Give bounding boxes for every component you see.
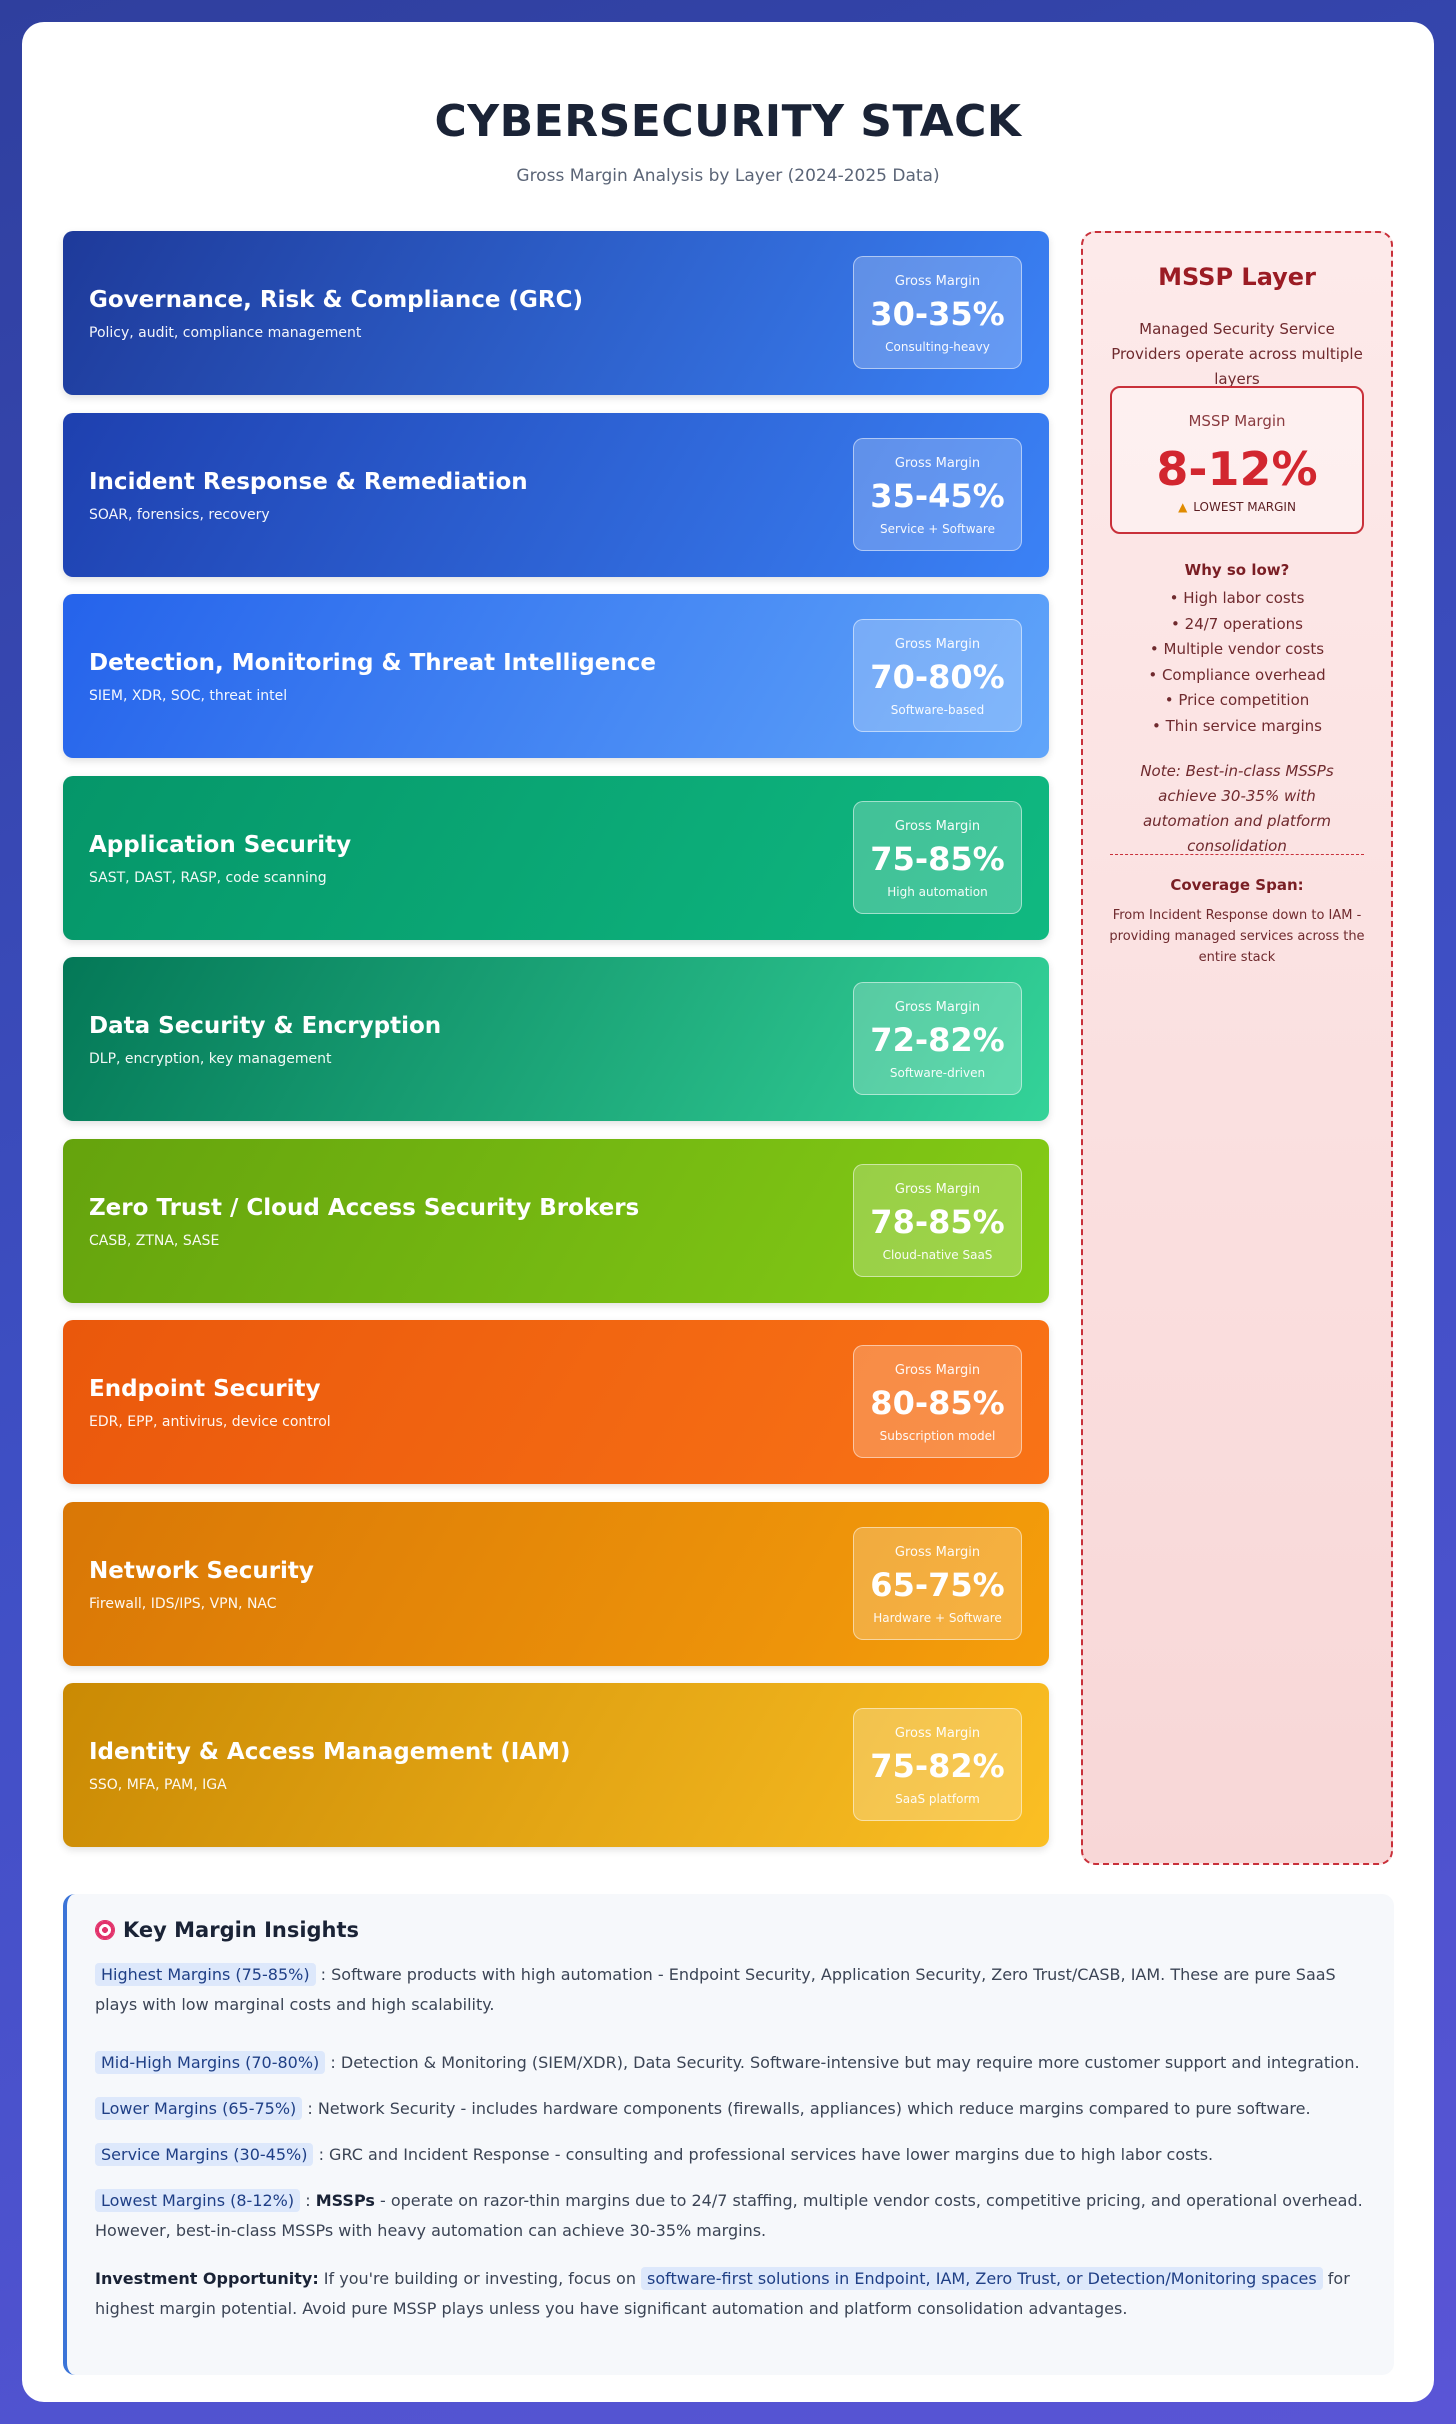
layer-card xyxy=(63,1502,1049,1666)
layer-description: Policy, audit, compliance management xyxy=(89,325,362,341)
margin-note: Software-based xyxy=(890,703,985,717)
mssp-panel xyxy=(1081,231,1393,1865)
margin-box xyxy=(853,982,1022,1095)
layer-name: Incident Response & Remediation xyxy=(89,468,528,495)
why-item: • Price competition xyxy=(1164,691,1310,709)
margin-label: Gross Margin xyxy=(894,274,981,289)
insight-tag: Service Margins (30-45%) xyxy=(95,2143,313,2166)
layer-name: Governance, Risk & Compliance (GRC) xyxy=(89,287,584,313)
layer-card xyxy=(63,957,1049,1121)
mssp-margin-note-text: LOWEST MARGIN xyxy=(1193,500,1296,514)
layer-description: Firewall, IDS/IPS, VPN, NAC xyxy=(89,1595,277,1612)
margin-label: Gross Margin xyxy=(894,1363,981,1378)
layer-card xyxy=(63,776,1049,940)
layer-name: Zero Trust / Cloud Access Security Brokers xyxy=(89,1194,640,1221)
insight-item xyxy=(95,2094,1366,2124)
why-item: • Thin service margins xyxy=(1152,716,1322,735)
layer-name: Detection, Monitoring & Threat Intelligence xyxy=(89,650,656,676)
layer-card xyxy=(63,594,1049,758)
margin-value: 72-82% xyxy=(870,1021,1005,1059)
margin-box xyxy=(853,1527,1022,1640)
insights-title-text: Key Margin Insights xyxy=(123,1918,360,1942)
insight-tag: Highest Margins (75-85%) xyxy=(95,1963,316,1986)
mssp-margin-value: 8-12% xyxy=(1156,442,1318,496)
layer-description: DLP, encryption, key management xyxy=(89,1051,332,1067)
margin-note: Subscription model xyxy=(879,1429,996,1443)
mssp-divider xyxy=(1110,854,1364,855)
investment-text: If you're building or investing, focus on xyxy=(318,2269,642,2288)
why-item: • Compliance overhead xyxy=(1148,665,1326,684)
insight-text: : Software products with high automation - Endpoint Security, Application Security, Zero Trust/CASB, IAM. These are pure SaaS plays with low marginal costs and high scalability. xyxy=(95,1965,1336,2014)
layer-name: Identity & Access Management (IAM) xyxy=(89,1739,571,1765)
insight-text: : GRC and Incident Response - consulting and professional services have lower margins due to high labor costs. xyxy=(318,2145,1214,2164)
layer-name: Data Security & Encryption xyxy=(89,1013,442,1039)
margin-note: High automation xyxy=(887,884,988,899)
layer-description: SSO, MFA, PAM, IGA xyxy=(89,1777,227,1793)
investment-text-2: for highest margin potential. Avoid pure MSSP plays unless you have significant automation and platform consolidation advantages. xyxy=(95,2269,1350,2318)
margin-label: Gross Margin xyxy=(894,1544,981,1560)
layer-name: Endpoint Security xyxy=(89,1376,321,1402)
insight-item: Lowest Margins (8-12%) : MSSPs - operate on razor-thin margins due to 24/7 staffing, multiple vendor costs, competitive pricing, and operational overhead. However, best-in-class MSSPs with heavy automation can achieve 30-35% margins. xyxy=(95,2191,1363,2240)
layer-description: EDR, EPP, antivirus, device control xyxy=(89,1414,331,1430)
layer-description: CASB, ZTNA, SASE xyxy=(89,1232,220,1249)
insight-tag: Mid-High Margins (70-80%) xyxy=(95,2051,325,2074)
margin-value: 78-85% xyxy=(870,1202,1005,1241)
main-card xyxy=(22,22,1434,2402)
margin-note: Hardware + Software xyxy=(873,1610,1002,1625)
margin-note: Consulting-heavy xyxy=(885,340,990,354)
mssp-margin-note xyxy=(1112,500,1362,514)
layer-description: SIEM, XDR, SOC, threat intel xyxy=(89,688,288,704)
margin-box xyxy=(853,619,1022,732)
margin-note: Cloud-native SaaS xyxy=(882,1247,993,1262)
insight-text: - operate on razor-thin margins due to 24/7 staffing, multiple vendor costs, competitive pricing, and operational overhead. However, best-in-class MSSPs with heavy automation can achieve 30-35% margins. xyxy=(95,2191,1363,2240)
insight-text: : Detection & Monitoring (SIEM/XDR), Data Security. Software-intensive but may require more customer support and integration. xyxy=(330,2053,1360,2072)
margin-box xyxy=(853,1345,1022,1458)
why-item: • 24/7 operations xyxy=(1171,614,1303,633)
investment-tag: software-first solutions in Endpoint, IAM, Zero Trust, or Detection/Monitoring spaces xyxy=(641,2267,1323,2290)
margin-label: Gross Margin xyxy=(894,637,981,652)
investment-bold: Investment Opportunity: xyxy=(95,2269,319,2288)
insight-item xyxy=(95,2048,1366,2078)
layer-name: Network Security xyxy=(89,1557,314,1584)
margin-label: Gross Margin xyxy=(894,1181,981,1197)
mssp-margin-box xyxy=(1110,386,1364,534)
coverage-title: Coverage Span: xyxy=(1170,876,1304,894)
insight-item xyxy=(95,2140,1366,2170)
insight-item xyxy=(95,1960,1366,2020)
warning-icon: ▲ xyxy=(1178,500,1188,514)
margin-box xyxy=(853,1164,1022,1277)
layer-name: Application Security xyxy=(89,831,352,858)
margin-note: SaaS platform xyxy=(895,1792,980,1806)
margin-label: Gross Margin xyxy=(894,1726,981,1741)
margin-box xyxy=(853,256,1022,369)
insight-text: : Network Security - includes hardware components (firewalls, appliances) which reduce margins compared to pure software. xyxy=(307,2099,1311,2118)
mssp-margin-label: MSSP Margin xyxy=(1188,412,1286,430)
insights-title xyxy=(95,1918,359,1942)
margin-value: 70-80% xyxy=(870,658,1005,696)
insights-panel xyxy=(63,1894,1394,2375)
margin-value: 30-35% xyxy=(870,295,1005,333)
margin-value: 80-85% xyxy=(870,1384,1005,1422)
margin-value: 75-82% xyxy=(870,1747,1005,1785)
investment-item xyxy=(95,2264,1366,2324)
layer-card xyxy=(63,231,1049,395)
margin-value: 65-75% xyxy=(870,1565,1005,1604)
why-item: • High labor costs xyxy=(1169,589,1305,607)
margin-note: Service + Software xyxy=(880,521,995,536)
layer-card xyxy=(63,1320,1049,1484)
margin-box xyxy=(853,438,1022,551)
mssp-note: Note: Best-in-class MSSPs achieve 30-35% with automation and platform consolidation xyxy=(1140,762,1334,855)
layer-card xyxy=(63,1683,1049,1847)
page-title: CYBERSECURITY STACK xyxy=(434,96,1022,147)
why-title: Why so low? xyxy=(1184,561,1290,579)
margin-value: 35-45% xyxy=(870,476,1005,515)
insight-bold: MSSPs xyxy=(315,2191,375,2210)
margin-note: Software-driven xyxy=(889,1066,986,1080)
margin-label: Gross Margin xyxy=(894,818,981,834)
page-subtitle: Gross Margin Analysis by Layer (2024-2025 Data) xyxy=(516,166,940,186)
mssp-title: MSSP Layer xyxy=(1158,263,1316,291)
margin-label: Gross Margin xyxy=(894,455,981,471)
why-item: • Multiple vendor costs xyxy=(1149,640,1325,658)
insight-tag: Lowest Margins (8-12%) xyxy=(95,2189,300,2212)
margin-box xyxy=(853,1708,1022,1821)
why-list xyxy=(1083,586,1391,739)
layer-description: SAST, DAST, RASP, code scanning xyxy=(89,869,327,886)
target-icon xyxy=(95,1920,115,1940)
layer-card xyxy=(63,413,1049,577)
layer-description: SOAR, forensics, recovery xyxy=(89,506,270,523)
coverage-text: From Incident Response down to IAM - providing managed services across the entire stack xyxy=(1109,908,1365,965)
layer-card xyxy=(63,1139,1049,1303)
margin-label: Gross Margin xyxy=(894,1000,981,1015)
insight-tag: Lower Margins (65-75%) xyxy=(95,2097,302,2120)
margin-value: 75-85% xyxy=(870,839,1005,878)
mssp-description: Managed Security Service Providers operate across multiple layers xyxy=(1111,320,1363,388)
margin-box xyxy=(853,801,1022,914)
